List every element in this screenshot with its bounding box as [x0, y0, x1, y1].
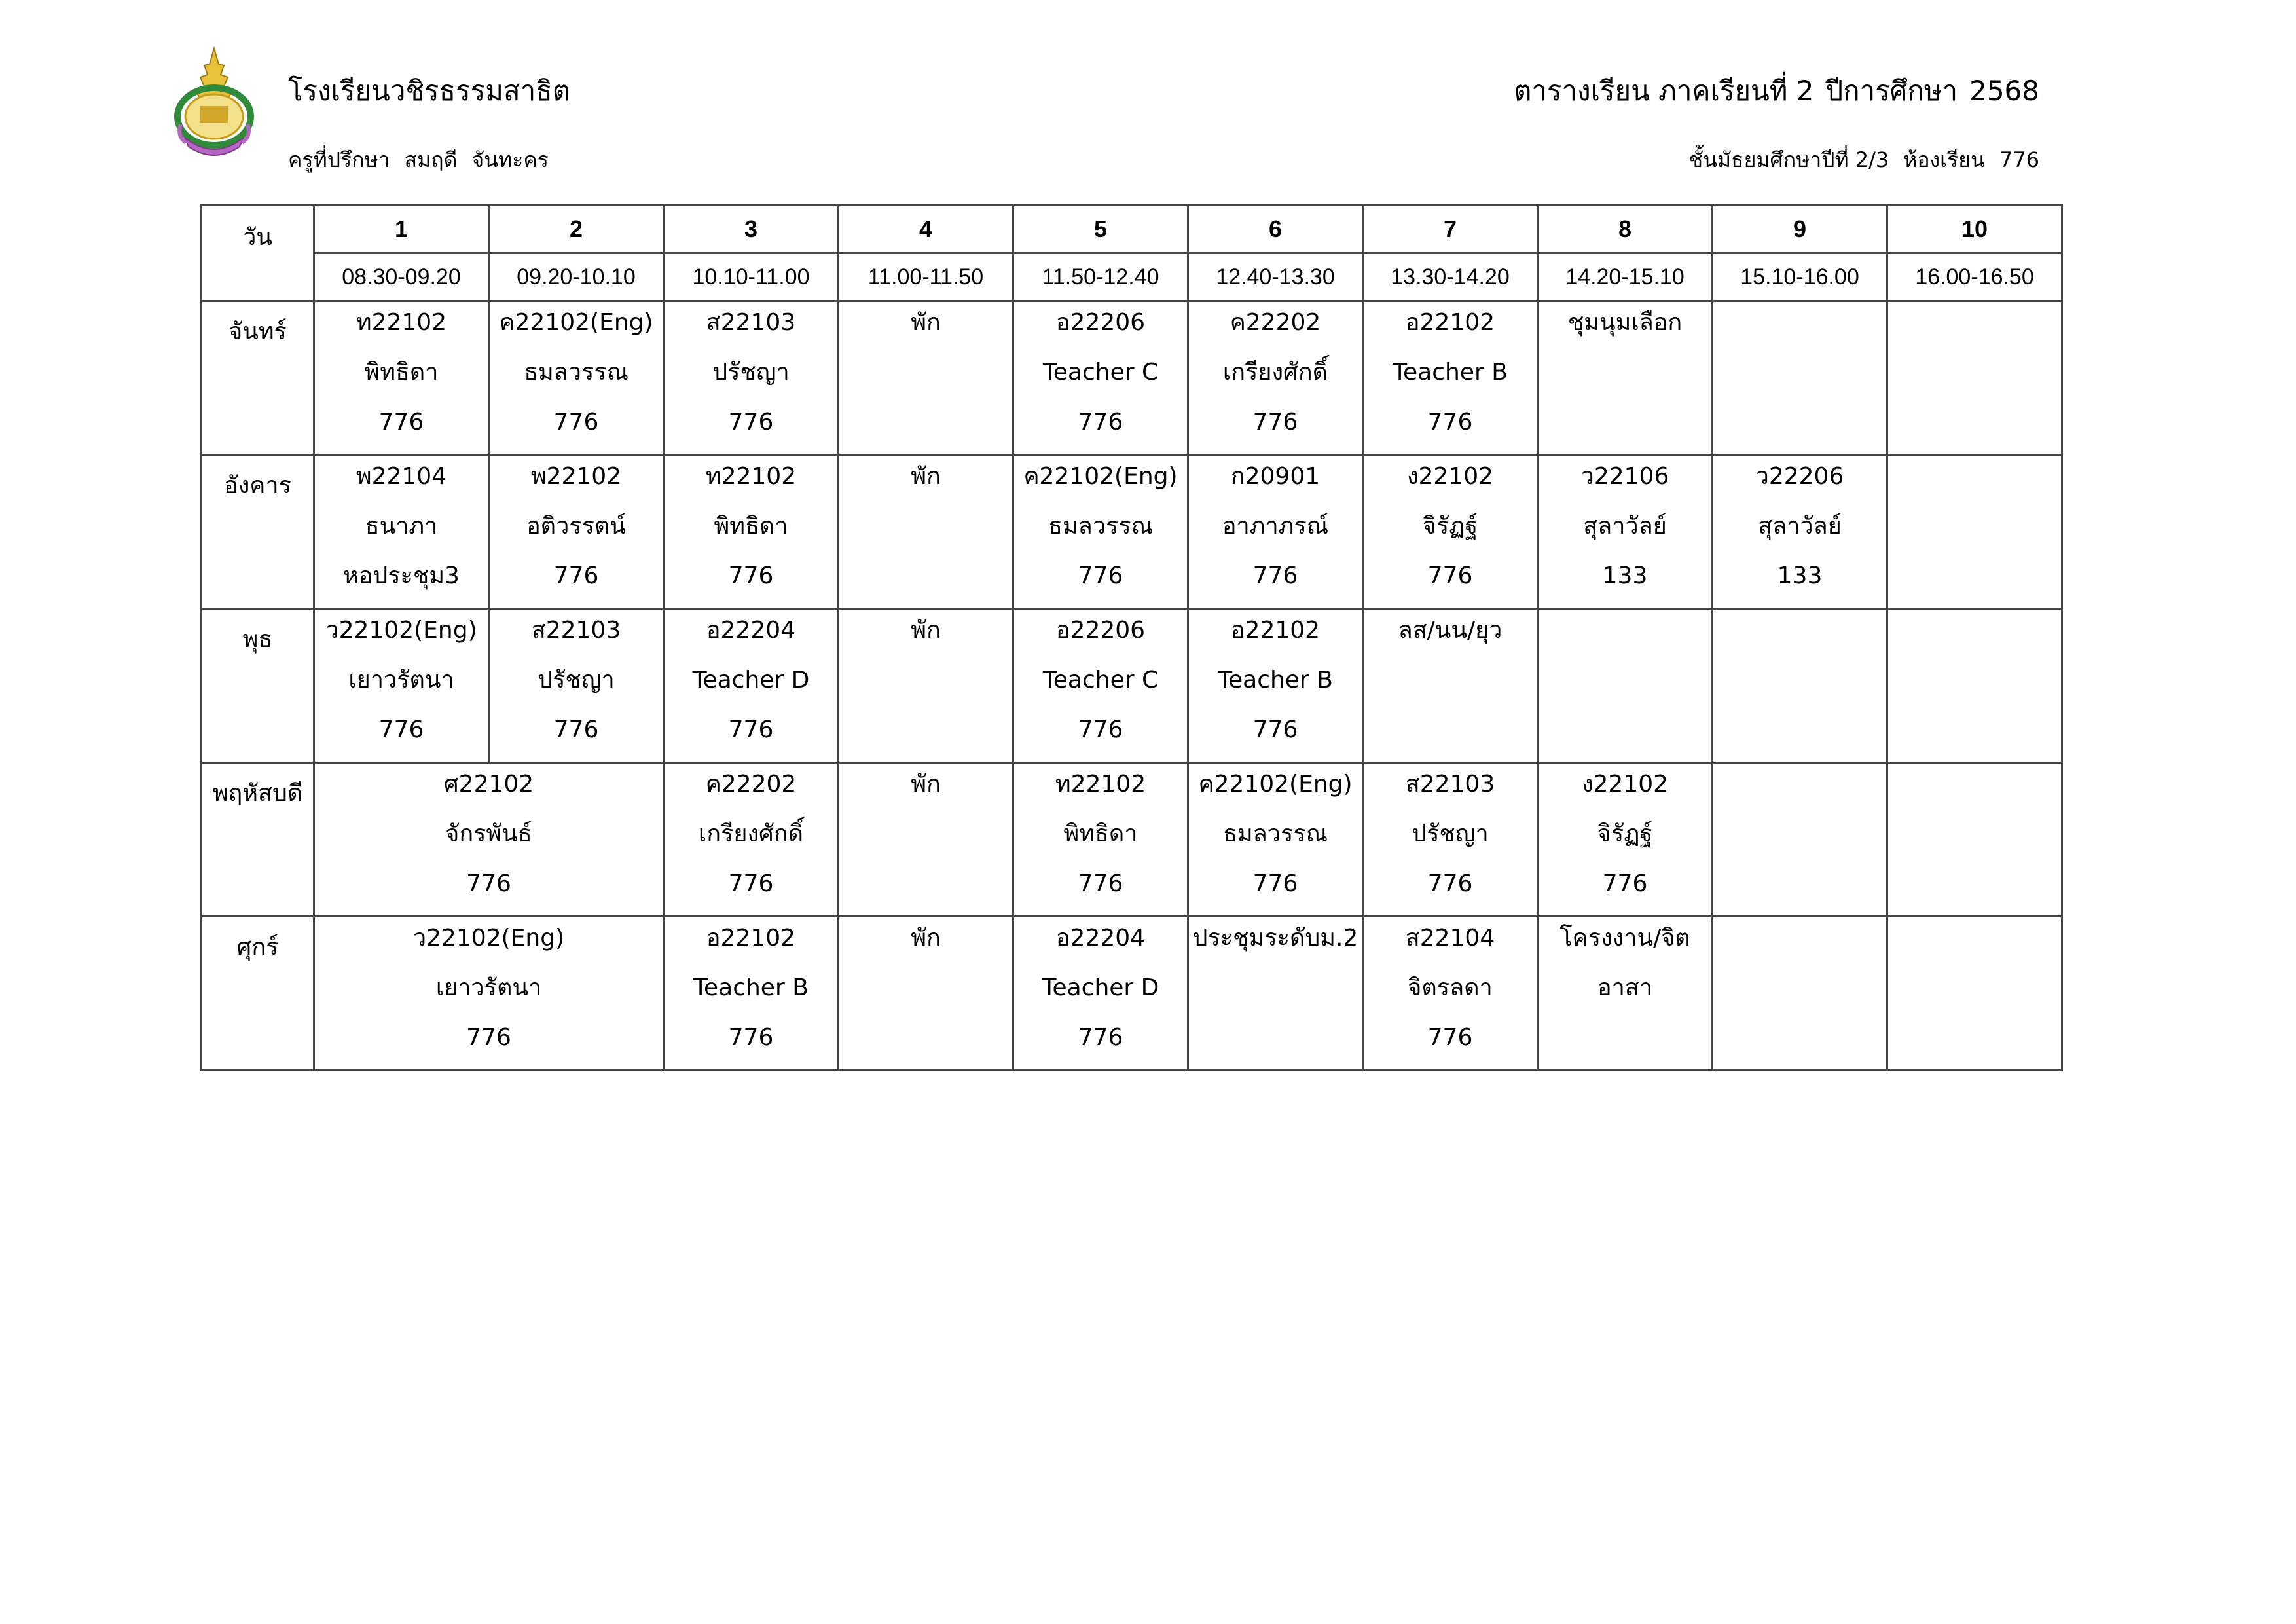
- timetable-cell: [839, 455, 1013, 609]
- timetable-cell: [1713, 917, 1887, 1071]
- period-number: 3: [664, 206, 839, 253]
- timetable-cell: [664, 917, 839, 1071]
- timetable-cell: [839, 763, 1013, 917]
- day-label: พฤหัสบดี: [202, 763, 314, 917]
- day-row: [202, 609, 2062, 763]
- timetable-cell: [1713, 301, 1887, 455]
- subject-code: ค22102(Eng): [499, 309, 653, 336]
- subject-code: ประชุมระดับม.2: [1192, 925, 1358, 951]
- room-number: 776: [466, 1024, 511, 1051]
- timetable-cell: [1713, 455, 1887, 609]
- semester-title: ตารางเรียน ภาคเรียนที่ 2: [1514, 75, 1814, 107]
- room-value: 776: [1999, 147, 2039, 172]
- timetable-cell: [1188, 301, 1363, 455]
- room-number: 776: [378, 409, 424, 435]
- room-number: 776: [728, 563, 774, 589]
- period-number: 1: [314, 206, 489, 253]
- room-number: 776: [1427, 409, 1473, 435]
- timetable-cell: [489, 609, 664, 763]
- period-time: 10.10-11.00: [664, 253, 839, 301]
- subject-code: ส22103: [531, 617, 621, 644]
- room-label: ห้องเรียน: [1903, 147, 1985, 172]
- teacher-name: Teacher D: [692, 667, 810, 693]
- timetable-cell: [1887, 763, 2062, 917]
- period-number: 2: [489, 206, 664, 253]
- teacher-name: เยาวรัตนา: [435, 974, 542, 1001]
- room-number: 776: [553, 409, 599, 435]
- timetable-cell: [1013, 301, 1188, 455]
- subject-code: อ22206: [1055, 617, 1146, 644]
- period-number: 10: [1887, 206, 2062, 253]
- timetable-cell: [314, 301, 489, 455]
- advisor-last-name: จันทะคร: [471, 147, 549, 172]
- timetable-cell: [664, 609, 839, 763]
- teacher-name: จิตรลดา: [1408, 974, 1493, 1001]
- subject-code: พ22102: [530, 463, 622, 490]
- room-number: 776: [1427, 1024, 1473, 1051]
- teacher-name: เกรียงศักดิ์: [1222, 359, 1328, 386]
- timetable-cell: [839, 917, 1013, 1071]
- teacher-name: ธมลวรรณ: [523, 359, 629, 386]
- timetable-cell: [1188, 917, 1363, 1071]
- room-number: 776: [1427, 870, 1473, 897]
- day-row: [202, 917, 2062, 1071]
- period-time: 13.30-14.20: [1363, 253, 1538, 301]
- timetable-cell: [1538, 455, 1713, 609]
- period-time: 14.20-15.10: [1538, 253, 1713, 301]
- subject-code: พ22104: [355, 463, 447, 490]
- timetable-cell: [1887, 455, 2062, 609]
- timetable-cell: [1887, 917, 2062, 1071]
- teacher-name: จิรัฏฐ์: [1597, 821, 1653, 847]
- timetable-cell: [1887, 609, 2062, 763]
- subject-code: ง22102: [1406, 463, 1494, 490]
- period-number: 4: [839, 206, 1013, 253]
- room-number: 776: [553, 563, 599, 589]
- subject-code: ส22104: [1405, 925, 1495, 951]
- teacher-name: Teacher B: [1218, 667, 1333, 693]
- period-number: 7: [1363, 206, 1538, 253]
- subject-code: พัก: [911, 463, 941, 490]
- class-info: [1674, 149, 2039, 170]
- timetable-cell: [1713, 763, 1887, 917]
- period-time: 11.50-12.40: [1013, 253, 1188, 301]
- timetable: [200, 204, 2063, 1071]
- period-number: 6: [1188, 206, 1363, 253]
- subject-code: พัก: [911, 617, 941, 644]
- room-number: 133: [1602, 563, 1648, 589]
- timetable-cell: [1013, 917, 1188, 1071]
- subject-code: ชุมนุมเลือก: [1567, 309, 1683, 336]
- room-number: 776: [1078, 563, 1123, 589]
- day-row: [202, 301, 2062, 455]
- subject-code: พัก: [911, 771, 941, 798]
- timetable-cell: [314, 763, 664, 917]
- teacher-name: พิทธิดา: [1063, 821, 1138, 847]
- teacher-name: Teacher D: [1042, 974, 1159, 1001]
- timetable-cell: [1538, 917, 1713, 1071]
- subject-code: ค22202: [705, 771, 797, 798]
- teacher-name: ธมลวรรณ: [1222, 821, 1328, 847]
- period-time: 16.00-16.50: [1887, 253, 2062, 301]
- teacher-name: ธมลวรรณ: [1048, 513, 1154, 540]
- timetable-title: [1502, 77, 2039, 105]
- subject-code: ท22102: [1055, 771, 1146, 798]
- subject-code: พัก: [911, 925, 941, 951]
- teacher-name: อติวรรตน์: [526, 513, 626, 540]
- room-number: 776: [728, 716, 774, 743]
- period-number-row: [202, 206, 2062, 253]
- timetable-cell: [1538, 301, 1713, 455]
- teacher-name: ปรัชญา: [538, 667, 615, 693]
- timetable-cell: [1363, 609, 1538, 763]
- room-number: 776: [728, 870, 774, 897]
- day-label: จันทร์: [202, 301, 314, 455]
- day-column-header: วัน: [202, 206, 314, 301]
- period-time: 08.30-09.20: [314, 253, 489, 301]
- room-number: 776: [1252, 563, 1298, 589]
- room-number: 776: [1252, 716, 1298, 743]
- teacher-name: สุลาวัลย์: [1758, 513, 1842, 540]
- timetable-cell: [1538, 609, 1713, 763]
- teacher-name: ธนาภา: [365, 513, 438, 540]
- advisor-line: [288, 149, 563, 170]
- day-label: อังคาร: [202, 455, 314, 609]
- subject-code: โครงงาน/จิต: [1559, 925, 1690, 951]
- subject-code: ส22103: [1405, 771, 1495, 798]
- room-number: 776: [1427, 563, 1473, 589]
- room-number: 776: [553, 716, 599, 743]
- timetable-cell: [1363, 455, 1538, 609]
- subject-code: ลส/นน/ยุว: [1398, 617, 1503, 644]
- timetable-cell: [664, 455, 839, 609]
- room-number: หอประชุม3: [343, 563, 460, 589]
- timetable-cell: [1188, 763, 1363, 917]
- subject-code: อ22102: [1230, 617, 1321, 644]
- room-number: 776: [378, 716, 424, 743]
- period-time-row: [202, 253, 2062, 301]
- timetable-cell: [1363, 763, 1538, 917]
- timetable-cell: [1887, 301, 2062, 455]
- teacher-name: สุลาวัลย์: [1583, 513, 1667, 540]
- room-number: 776: [1078, 409, 1123, 435]
- timetable-cell: [664, 763, 839, 917]
- room-number: 776: [1252, 870, 1298, 897]
- timetable-cell: [1188, 609, 1363, 763]
- subject-code: อ22204: [1055, 925, 1146, 951]
- timetable-cell: [1013, 609, 1188, 763]
- period-number: 5: [1013, 206, 1188, 253]
- timetable-cell: [314, 917, 664, 1071]
- period-time: 15.10-16.00: [1713, 253, 1887, 301]
- period-time: 12.40-13.30: [1188, 253, 1363, 301]
- timetable-cell: [839, 609, 1013, 763]
- class-label: ชั้นมัธยมศึกษาปีที่ 2/3: [1688, 147, 1889, 172]
- timetable-cell: [1363, 301, 1538, 455]
- subject-code: ก20901: [1230, 463, 1321, 490]
- room-number: 776: [1078, 870, 1123, 897]
- period-time: 11.00-11.50: [839, 253, 1013, 301]
- teacher-name: เกรียงศักดิ์: [698, 821, 804, 847]
- teacher-name: Teacher C: [1042, 667, 1159, 693]
- subject-code: ค22202: [1230, 309, 1321, 336]
- room-number: 776: [1078, 1024, 1123, 1051]
- day-label: ศุกร์: [202, 917, 314, 1071]
- timetable-cell: [664, 301, 839, 455]
- subject-code: พัก: [911, 309, 941, 336]
- subject-code: อ22204: [706, 617, 796, 644]
- teacher-name: พิทธิดา: [714, 513, 788, 540]
- period-time: 09.20-10.10: [489, 253, 664, 301]
- timetable-cell: [1363, 917, 1538, 1071]
- school-name: โรงเรียนวชิรธรรมสาธิต: [288, 75, 571, 107]
- timetable-cell: [489, 455, 664, 609]
- teacher-name: อาสา: [1597, 974, 1653, 1001]
- year-value: 2568: [1969, 75, 2039, 107]
- subject-code: อ22102: [706, 925, 796, 951]
- period-number: 9: [1713, 206, 1887, 253]
- timetable-cell: [489, 301, 664, 455]
- subject-code: ว22106: [1580, 463, 1669, 490]
- subject-code: ส22103: [706, 309, 796, 336]
- advisor-first-name: สมฤดี: [404, 147, 458, 172]
- timetable-cell: [1188, 455, 1363, 609]
- timetable-cell: [839, 301, 1013, 455]
- teacher-name: Teacher B: [693, 974, 809, 1001]
- school-logo: [172, 46, 257, 158]
- day-row: [202, 763, 2062, 917]
- advisor-label: ครูที่ปรึกษา: [288, 147, 390, 172]
- subject-code: อ22102: [1405, 309, 1495, 336]
- timetable-cell: [1013, 763, 1188, 917]
- subject-code: ว22102(Eng): [325, 617, 477, 644]
- teacher-name: Teacher B: [1393, 359, 1508, 386]
- room-number: 776: [466, 870, 511, 897]
- subject-code: ท22102: [355, 309, 447, 336]
- room-number: 133: [1777, 563, 1823, 589]
- teacher-name: จักรพันธ์: [445, 821, 532, 847]
- subject-code: ศ22102: [443, 771, 534, 798]
- timetable-cell: [1713, 609, 1887, 763]
- timetable-cell: [1013, 455, 1188, 609]
- subject-code: ท22102: [705, 463, 797, 490]
- period-number: 8: [1538, 206, 1713, 253]
- subject-code: ค22102(Eng): [1023, 463, 1178, 490]
- teacher-name: ปรัชญา: [1412, 821, 1489, 847]
- subject-code: ว22102(Eng): [412, 925, 565, 951]
- teacher-name: อาภาภรณ์: [1222, 513, 1329, 540]
- teacher-name: จิรัฏฐ์: [1422, 513, 1478, 540]
- teacher-name: พิทธิดา: [364, 359, 439, 386]
- room-number: 776: [1078, 716, 1123, 743]
- subject-code: ง22102: [1581, 771, 1669, 798]
- subject-code: ว22206: [1755, 463, 1844, 490]
- subject-code: ค22102(Eng): [1198, 771, 1353, 798]
- teacher-name: ปรัชญา: [712, 359, 790, 386]
- year-label: ปีการศึกษา: [1825, 75, 1958, 107]
- room-number: 776: [1252, 409, 1298, 435]
- room-number: 776: [728, 409, 774, 435]
- timetable-body: [202, 301, 2062, 1071]
- day-row: [202, 455, 2062, 609]
- room-number: 776: [728, 1024, 774, 1051]
- subject-code: อ22206: [1055, 309, 1146, 336]
- day-label: พุธ: [202, 609, 314, 763]
- teacher-name: Teacher C: [1042, 359, 1159, 386]
- room-number: 776: [1602, 870, 1648, 897]
- timetable-cell: [1538, 763, 1713, 917]
- timetable-cell: [314, 455, 489, 609]
- timetable-cell: [314, 609, 489, 763]
- teacher-name: เยาวรัตนา: [348, 667, 454, 693]
